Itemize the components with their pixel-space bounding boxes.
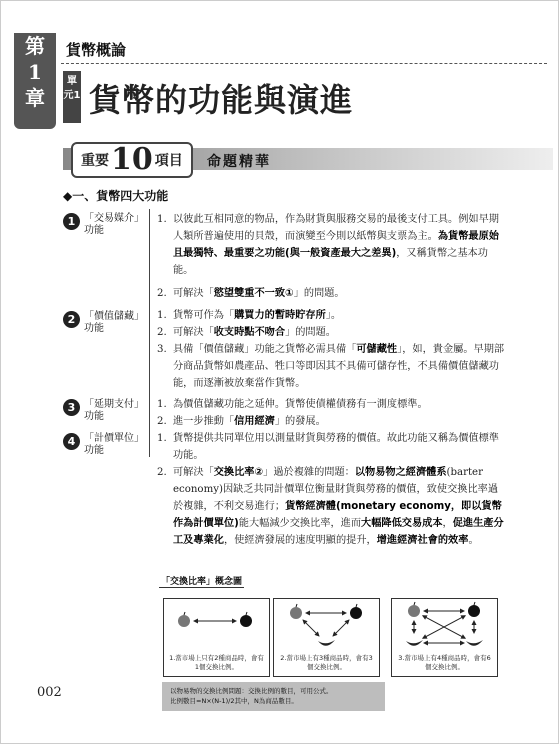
banana-icon [406, 640, 423, 646]
item-text-emphasis: 促進生產分工及專業化 [173, 518, 504, 546]
item-text-segment: (barter economy)因缺乏共同計價單位衡量財貨與勞務的價值，致使交換比率過於複雜，不利交易進行； [173, 467, 499, 512]
diagram-caption: 1.當市場上只有2種商品時，會有1個交換比例。 [169, 654, 264, 671]
function-3-item [157, 413, 505, 430]
item-text [173, 413, 505, 430]
item-text-segment: 」過於複雜的問題： [263, 467, 355, 478]
item-text-emphasis: 信用經濟 [234, 416, 275, 427]
function-4-item [157, 464, 505, 549]
function-2-item [157, 307, 505, 324]
fruit-icon [290, 604, 302, 619]
chapter-number: 1 [28, 60, 42, 84]
item-number: 1. [157, 433, 167, 444]
item-text-emphasis: 收支時點不吻合 [213, 327, 286, 338]
diagram-panel [391, 598, 498, 677]
item-number: 1. [157, 310, 167, 321]
chapter-label-top: 第 [25, 34, 45, 58]
function-3-header [63, 399, 150, 423]
item-text-segment: 可解決「 [173, 288, 214, 299]
function-4-header [63, 433, 150, 457]
exchange-arrow [303, 620, 319, 636]
item-text-emphasis: 慾望雙重不一致① [213, 288, 294, 299]
item-text-segment: ， [442, 518, 453, 529]
item-text-segment: 」。 [325, 310, 342, 321]
page-number: 002 [37, 685, 62, 700]
item-text-segment: 貨幣提供共同單位用以測量財貨與勞務的價值。故此功能又稱為價值標準功能。 [173, 433, 499, 461]
item-text-segment: 能大幅減少交換比率，進而 [238, 518, 362, 529]
key-prefix: 重要 [81, 153, 109, 169]
item-number: 2. [157, 288, 167, 299]
item-text-segment: 以彼此互相同意的物品，作為財貨與服務交易的最後支付工具。例如早期人類所普遍使用的貝殼，而演變至今則以紙幣與支票為主。 [173, 214, 499, 242]
function-label: 「延期支付」功能 [84, 399, 144, 422]
unit-tag: 單元1 [63, 71, 81, 123]
item-text-segment: 」的發展。 [274, 416, 326, 427]
function-number-badge: 1 [63, 213, 80, 230]
function-label: 「價值儲藏」功能 [84, 311, 144, 334]
key-number: 10 [111, 142, 153, 177]
item-text-emphasis: 可儲藏性 [356, 344, 398, 355]
unit-title: 貨幣的功能與演進 [89, 81, 354, 119]
item-text-segment: 具備「價值儲藏」功能之貨幣必需具備「 [173, 344, 357, 355]
item-number: 2. [157, 467, 167, 478]
item-number: 1. [157, 214, 167, 225]
function-4-item [157, 430, 505, 464]
item-text-segment: 為價值儲藏功能之延伸。貨幣使債權債務有一測度標準。 [173, 399, 428, 410]
function-number-badge: 4 [63, 433, 80, 450]
goods-illustration [392, 599, 497, 654]
item-text-segment: 。 [468, 535, 479, 546]
key-suffix: 項目 [154, 153, 183, 169]
goods-illustration [274, 599, 379, 654]
top-divider [61, 63, 547, 64]
item-text [173, 285, 505, 302]
section-heading: ◆一、貨幣四大功能 [63, 189, 169, 203]
function-label: 「交易媒介」功能 [84, 213, 144, 236]
item-number: 1. [157, 399, 167, 410]
chapter-tab [14, 33, 56, 129]
item-number: 3. [157, 344, 167, 355]
key-banner-box [71, 142, 193, 178]
item-text [173, 430, 505, 464]
item-text-segment: ，使經濟發展的速度明顯的提升， [223, 535, 377, 546]
formula-line-2: 比例數目=N×(N-1)/2其中，N為商品數目。 [170, 697, 298, 705]
fruit-icon [240, 612, 252, 627]
item-text-segment: 」的問題。 [285, 327, 336, 338]
banana-icon [466, 640, 483, 646]
diagram-panel [273, 598, 380, 677]
item-text [173, 307, 505, 324]
item-text-segment: 貨幣可作為「 [173, 310, 235, 321]
item-number: 2. [157, 327, 167, 338]
function-2-item [157, 324, 505, 341]
formula-line-1: 以物易物的交換比例問題：交換比例的數目，可用公式。 [170, 687, 333, 695]
function-number-badge: 2 [63, 311, 80, 328]
item-text-emphasis: 交換比率② [213, 467, 264, 478]
goods-illustration [164, 599, 269, 654]
chapter-label-bottom: 章 [25, 86, 45, 110]
item-text-emphasis: 增進經濟社會的效率 [376, 535, 469, 546]
item-text-segment: 進一步推動「 [173, 416, 235, 427]
item-text-segment: 可解決「 [173, 467, 214, 478]
item-text [173, 396, 505, 413]
formula-note [162, 682, 385, 711]
function-2-header [63, 311, 150, 335]
function-1-item [157, 211, 505, 279]
item-number: 2. [157, 416, 167, 427]
fruit-icon [468, 602, 480, 617]
item-text-segment: 」的問題。 [293, 288, 345, 299]
item-text-emphasis: 為貨幣最原始且最獨特、最重要之功能(與一般資產最大之差異) [173, 231, 499, 259]
diagram-panel [163, 598, 270, 677]
item-text-segment: 可解決「 [173, 327, 214, 338]
function-2-item [157, 341, 505, 392]
function-1-header [63, 213, 150, 237]
diagram-caption: 2.當市場上有3種商品時，會有3個交換比例。 [280, 654, 373, 671]
fruit-icon [178, 612, 190, 627]
item-text [173, 211, 505, 279]
item-text-segment: 」，如，貴金屬。早期部分商品貨幣如農產品、牲口等即因其不具備可儲存性，不具備價值儲藏功能，而逐漸被放棄當作貨幣。 [173, 344, 505, 389]
banana-icon [318, 640, 335, 646]
item-text-segment: ，又稱貨幣之基本功能。 [173, 248, 488, 276]
function-1-item [157, 285, 505, 302]
key-subtitle: 命題精華 [207, 154, 271, 170]
function-3-item [157, 396, 505, 413]
chapter-name: 貨幣概論 [66, 41, 127, 59]
fruit-icon [350, 604, 362, 619]
diagram-title: 「交換比率」概念圖 [159, 574, 244, 588]
fruit-icon [408, 602, 420, 617]
item-text [173, 464, 505, 549]
item-text-emphasis: 以物易物之經濟體系 [354, 467, 447, 478]
function-number-badge: 3 [63, 399, 80, 416]
item-text-emphasis: 貨幣經濟體(monetary economy，即以貨幣作為計價單位) [173, 501, 502, 529]
diagram-caption: 3.當市場上有4種商品時，會有6個交換比例。 [398, 654, 491, 671]
item-text [173, 324, 505, 341]
function-label: 「計價單位」功能 [84, 433, 144, 456]
item-text-emphasis: 購買力的暫時貯存所 [234, 310, 326, 321]
item-text-emphasis: 大幅降低交易成本 [361, 518, 443, 529]
item-text [173, 341, 505, 392]
exchange-arrow [333, 620, 349, 636]
